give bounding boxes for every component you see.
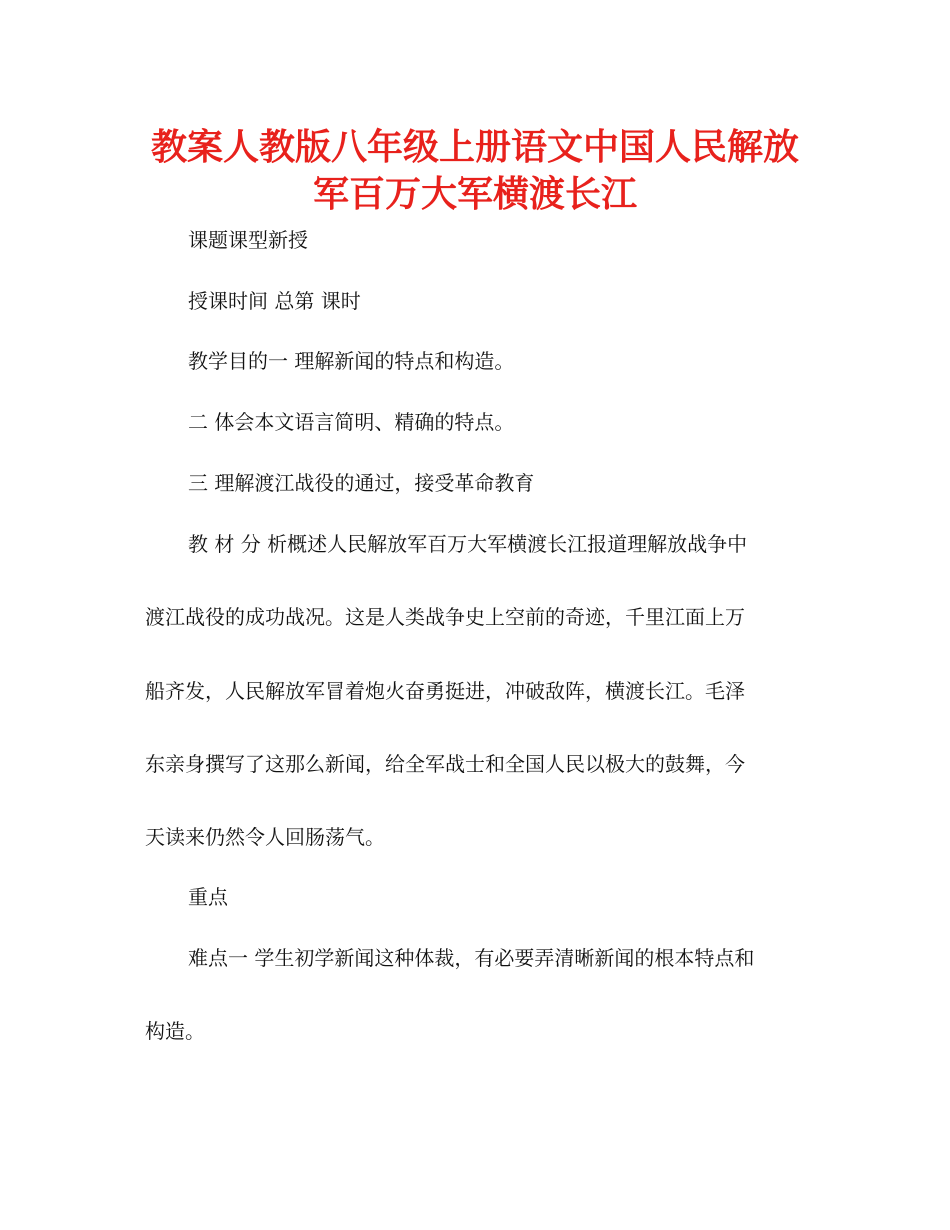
class-time-line: 授课时间 总第 课时 xyxy=(188,289,361,313)
key-point-heading: 重点 xyxy=(188,885,228,909)
analysis-line-3: 船齐发，人民解放军冒着炮火奋勇挺进，冲破敌阵，横渡长江。毛泽 xyxy=(145,679,745,703)
analysis-line-4: 东亲身撰写了这那么新闻，给全军战士和全国人民以极大的鼓舞，今 xyxy=(145,752,745,776)
analysis-line-5: 天读来仍然令人回肠荡气。 xyxy=(145,825,385,849)
teaching-goal-2: 二 体会本文语言简明、精确的特点。 xyxy=(188,410,515,434)
teaching-goal-3: 三 理解渡江战役的通过，接受革命教育 xyxy=(188,471,535,495)
document-title-line-2: 军百万大军横渡长江 xyxy=(312,174,637,215)
difficulty-line-1: 难点一 学生初学新闻这种体裁，有必要弄清晰新闻的根本特点和 xyxy=(188,946,755,970)
course-type-line: 课题课型新授 xyxy=(188,228,308,252)
difficulty-line-2: 构造。 xyxy=(145,1019,205,1043)
document-title-line-1: 教案人教版八年级上册语文中国人民解放 xyxy=(150,127,799,168)
analysis-line-1: 教 材 分 析概述人民解放军百万大军横渡长江报道理解放战争中 xyxy=(188,532,748,556)
analysis-line-2: 渡江战役的成功战况。这是人类战争史上空前的奇迹，千里江面上万 xyxy=(145,605,745,629)
teaching-goal-1: 教学目的一 理解新闻的特点和构造。 xyxy=(188,349,515,373)
